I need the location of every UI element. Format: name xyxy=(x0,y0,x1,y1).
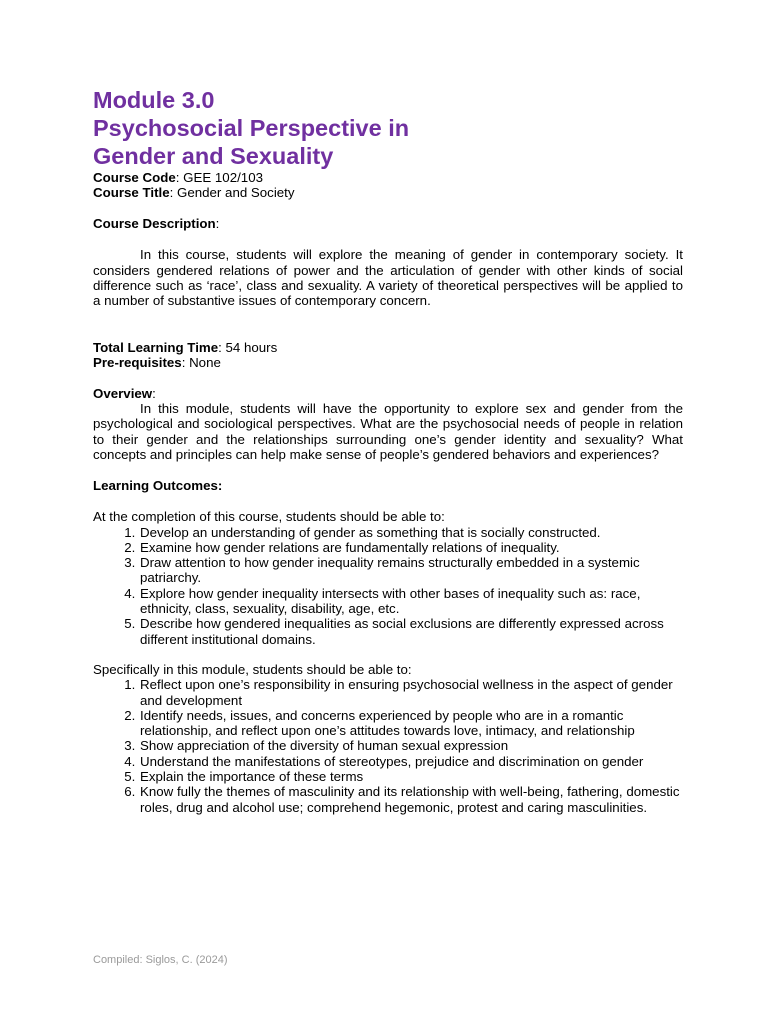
module-title-line-2: Psychosocial Perspective in xyxy=(93,115,410,141)
list-item: 3. Show appreciation of the diversity of human sexual expression xyxy=(139,738,683,753)
page-footer: Compiled: Siglos, C. (2024) xyxy=(93,954,228,966)
course-title-label: Course Title xyxy=(93,185,170,201)
course-code xyxy=(93,170,683,185)
list-item: 5. Explain the importance of these terms xyxy=(139,769,683,784)
module-outcomes-intro: Specifically in this module, students should be able to: xyxy=(93,661,412,677)
list-item: 3. Draw attention to how gender inequality remains structurally embedded in a systemic patriarchy. xyxy=(139,555,683,586)
list-item: 4. Understand the manifestations of stereotypes, prejudice and discrimination on gender xyxy=(139,754,683,769)
course-code-value: : GEE 102/103 xyxy=(175,170,263,185)
learning-outcomes-heading: Learning Outcomes: xyxy=(93,477,223,493)
list-item: 1. Develop an understanding of gender as something that is socially constructed. xyxy=(139,525,683,540)
module-outcomes-list xyxy=(93,677,683,815)
total-learning-time xyxy=(93,340,683,355)
prerequisites-value: : None xyxy=(181,355,221,371)
course-description-label: Course Description xyxy=(93,215,216,231)
course-description-heading: Course Description: xyxy=(93,215,220,231)
course-code-label: Course Code xyxy=(93,170,176,185)
course-outcomes-intro: At the completion of this course, students should be able to: xyxy=(93,509,445,525)
module-title-line-3: Gender and Sexuality xyxy=(93,143,334,169)
total-learning-time-label: Total Learning Time xyxy=(93,339,219,355)
overview-label: Overview xyxy=(93,385,153,401)
course-description-text: In this course, students will explore the meaning of gender in contemporary society. It considers gendered relations of power and the articulation of gender with other kinds of social difference such as ‘race’, class and sexuality. A variety of theoretical perspectives will be applied to a number of substantive issues of contemporary concern. xyxy=(93,247,683,309)
overview-heading: Overview: xyxy=(93,385,156,401)
course-title-value: : Gender and Society xyxy=(169,185,295,201)
list-item: 1. Reflect upon one’s responsibility in ensuring psychosocial wellness in the aspect of gender and development xyxy=(139,677,683,708)
prerequisites-label: Pre-requisites xyxy=(93,355,182,371)
document-page xyxy=(93,86,683,815)
list-item: 2. Examine how gender relations are fundamentally relations of inequality. xyxy=(139,540,683,555)
course-title xyxy=(93,185,683,200)
module-title-line-1: Module 3.0 xyxy=(93,87,215,113)
list-item: 2. Identify needs, issues, and concerns experienced by people who are in a romantic relationship, and reflect upon one’s attitudes towards love, intimacy, and relationship xyxy=(139,708,683,739)
total-learning-time-value: : 54 hours xyxy=(218,339,278,355)
list-item: 6. Know fully the themes of masculinity and its relationship with well-being, fathering, domestic roles, drug and alcohol use; comprehend hegemonic, protest and caring masculinities. xyxy=(139,784,683,815)
prerequisites xyxy=(93,355,683,370)
list-item: 4. Explore how gender inequality intersects with other bases of inequality such as: race, ethnicity, class, sexuality, disability, age, etc. xyxy=(139,586,683,617)
course-outcomes-list xyxy=(93,525,683,647)
overview-text: In this module, students will have the opportunity to explore sex and gender from the psychological and sociological perspectives. What are the psychosocial needs of people in relation to their gender and the relationships surrounding one’s gender identity and sexuality? What concepts and principles can help make sense of people’s gendered behaviors and experiences? xyxy=(93,401,683,463)
list-item: 5. Describe how gendered inequalities as social exclusions are differently expressed across different institutional domains. xyxy=(139,616,683,647)
